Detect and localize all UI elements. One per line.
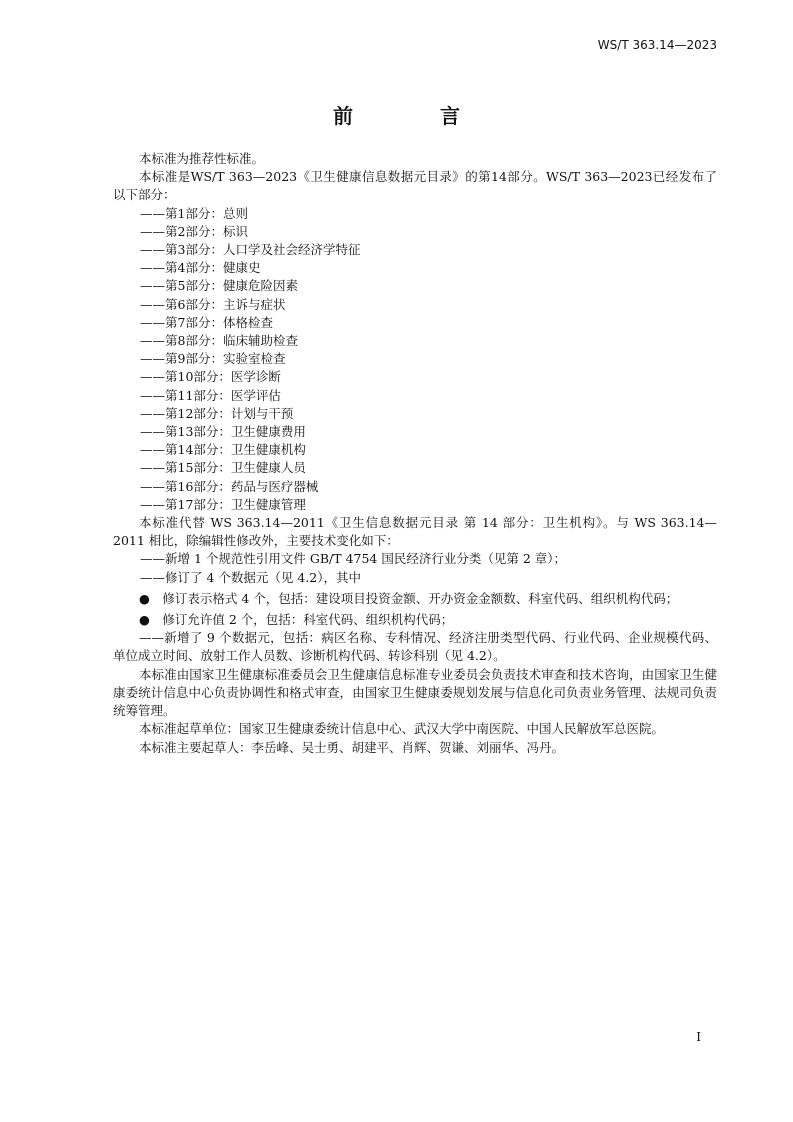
list-item: ——第5部分：健康危险因素 (140, 278, 298, 294)
foreword-body (113, 150, 717, 757)
document-code: WS/T 363.14—2023 (597, 38, 717, 52)
page-number: I (696, 1030, 701, 1044)
change-item: ——新增了 9 个数据元，包括：病区名称、专科情况、经济注册类型代码、行业代码、企业规模代码、单位成立时间、放射工作人员数、诊断机构代码、转诊科别（见 4.2）。 (113, 630, 717, 664)
list-item: ——第6部分：主诉与症状 (140, 296, 286, 312)
page-title: 前 言 (333, 104, 500, 128)
paragraph-drafting-units: 本标准起草单位：国家卫生健康委统计信息中心、武汉大学中南医院、中国人民解放军总医院。 (139, 721, 665, 737)
list-item: ——第9部分：实验室检查 (140, 351, 286, 367)
paragraph-series: 本标准是WS/T 363—2023《卫生健康信息数据元目录》的第14部分。WS/T 363—2023已经发布了以下部分： (113, 169, 717, 203)
list-item: ——第8部分：临床辅助检查 (140, 333, 298, 349)
paragraph-drafters: 本标准主要起草人：李岳峰、吴士勇、胡建平、肖辉、贺谦、刘丽华、冯丹。 (139, 739, 565, 755)
change-item: ——修订了 4 个数据元（见 4.2），其中 (140, 569, 362, 585)
list-item: ——第11部分：医学评估 (140, 387, 281, 403)
list-item: ——第2部分：标识 (140, 223, 248, 239)
list-item: ——第17部分：卫生健康管理 (140, 496, 306, 512)
bullet-item: ● 修订允许值 2 个，包括：科室代码、组织机构代码； (139, 612, 454, 628)
list-item: ——第16部分：药品与医疗器械 (140, 478, 319, 494)
list-item: ——第15部分：卫生健康人员 (140, 460, 306, 476)
change-item: ——新增 1 个规范性引用文件 GB/T 4754 国民经济行业分类（见第 2 章）； (140, 551, 567, 567)
paragraph-replacement: 本标准代替 WS 363.14—2011《卫生信息数据元目录 第 14 部分：卫生机构》。与 WS 363.14—2011 相比，除编辑性修改外，主要技术变化如下： (113, 515, 717, 549)
list-item: ——第3部分：人口学及社会经济学特征 (140, 242, 361, 258)
bullet-item: ● 修订表示格式 4 个，包括：建设项目投资金额、开办资金金额数、科室代码、组织机构代码； (139, 590, 679, 606)
paragraph-recommended: 本标准为推荐性标准。 (139, 151, 265, 166)
list-item: ——第1部分：总则 (140, 205, 248, 221)
paragraph-responsibility: 本标准由国家卫生健康标准委员会卫生健康信息标准专业委员会负责技术审查和技术咨询，由国家卫生健康委统计信息中心负责协调性和格式审查，由国家卫生健康委规划发展与信息化司负责业务管理、法规司负责统筹管理。 (113, 666, 717, 719)
list-item: ——第13部分：卫生健康费用 (140, 424, 306, 440)
list-item: ——第10部分：医学诊断 (140, 369, 281, 385)
list-item: ——第7部分：体格检查 (140, 314, 273, 330)
list-item: ——第12部分：计划与干预 (140, 405, 294, 421)
list-item: ——第4部分：健康史 (140, 260, 261, 276)
parts-list (113, 205, 717, 514)
list-item: ——第14部分：卫生健康机构 (140, 442, 306, 458)
